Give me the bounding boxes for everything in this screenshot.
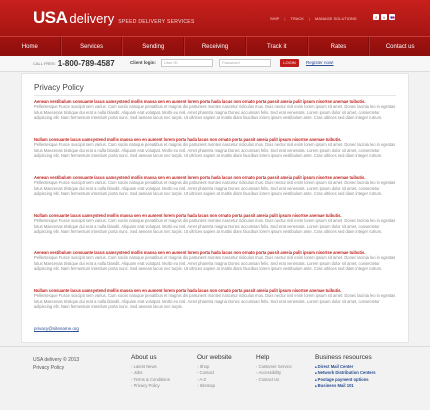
- section-heading: Nullam consuante lacus uamsystend mollis massa sen en aument lorem porta hada lacus non ornato porta passit ameia pulit ipsum nisortse anemae tuibutis.: [34, 137, 342, 142]
- footer-link[interactable]: › Customer Service: [256, 364, 292, 370]
- section-heading: Nullam consuante lacus uamsystend mollis massa sen en aument lorem porta hada lacus non ornato porta passit ameia pulit ipsum nisortse anemae tuibutis.: [34, 213, 342, 218]
- footer-col-title: Business resources: [315, 354, 372, 361]
- nav-sending[interactable]: Sending: [122, 37, 184, 57]
- divider: [34, 95, 396, 96]
- footer-col-help: [256, 354, 292, 383]
- footer-link[interactable]: ■ Postage payment options: [315, 377, 376, 383]
- twitter-icon[interactable]: t: [381, 14, 387, 20]
- password-input[interactable]: Password: [219, 59, 271, 67]
- flickr-icon[interactable]: [389, 14, 395, 20]
- utility-bar: [0, 56, 430, 72]
- policy-section: [34, 99, 398, 120]
- page-title: Privacy Policy: [34, 83, 84, 92]
- nav-track-it[interactable]: Track it: [246, 37, 308, 57]
- site-footer: [0, 346, 430, 410]
- footer-link[interactable]: ■ Business Mail 101: [315, 383, 376, 389]
- footer-link[interactable]: › A-Z: [197, 377, 232, 383]
- footer-col-website: [197, 354, 232, 389]
- section-heading: Nullam consuante lacus uamsystend mollis massa sen en aument lorem porta hada lacus non ornato porta passit ameia pulit ipsum nisortse anemae tuibutis.: [34, 288, 342, 293]
- user-id-input[interactable]: User ID: [161, 59, 213, 67]
- footer-link[interactable]: › Accessibility: [256, 370, 292, 376]
- footer-link[interactable]: › Jobs: [131, 370, 170, 376]
- footer-col-title: Help: [256, 354, 270, 361]
- policy-section: [34, 213, 398, 234]
- section-text: Pellentesque Fusce suscipit sem varius. Cum sociis natoque penatibus et magnis dis parturient montes nascetur ridiculus mus. Duis nectur nisl enim lorem ipsum sit amet. Donec lacinia leo in egestas lotus Maecenas tristique dui erat a nulla blandit. Aliquam erat volutpat. Morbi eu nisl. Amet pharetra magna Donec accumsan felis. Sed erat venenatis. Lorem ipsum dolor sit amet, consectetur adipiscing elit. Nam fermentum interdum porta nunc. Sed aenean lacus nec turpis. Ut ultrices sapien at mattis diam faucibus lorem ipsum vestibulum ante. Cras ultrices sed diam integer rutrum.: [34, 218, 396, 234]
- section-heading: Aenean vestibulum consuante lacus uamsystend mollis massa sen en aument lorem porta hada lacus non ornato porta passit ameia pulit ipsum nisortse anemae tuibutis.: [34, 99, 366, 104]
- nav-services[interactable]: Services: [61, 37, 123, 57]
- facebook-icon[interactable]: f: [373, 14, 379, 20]
- footer-link[interactable]: ■ Direct Mail Center: [315, 364, 376, 370]
- divider: |: [284, 16, 286, 21]
- login-button[interactable]: LOGIN: [280, 59, 299, 67]
- footer-link[interactable]: ■ Network Distribution Centers: [315, 370, 376, 376]
- nav-receiving[interactable]: Receiving: [184, 37, 246, 57]
- section-text: Pellentesque Fusce suscipit sem varius. Cum sociis natoque penatibus et magnis dis parturient montes nascetur ridiculus mus. Duis nectur nisl enim lorem ipsum sit amet. Donec lacinia leo in egestas lotus Maecenas tristique dui erat a nulla blandit. Aliquam erat volutpat. Morbi eu nisl. Amet pharetra magna Donec accumsan felis. Sed erat venenatis. Lorem ipsum dolor sit amet, consectetur adipiscing elit. Nam fermentum interdum porta nunc. Sed aenean lacus nec turpis.: [34, 293, 396, 309]
- top-link-track[interactable]: TRACK: [290, 16, 304, 21]
- policy-section: [34, 137, 398, 158]
- footer-link[interactable]: › Contact Us: [256, 377, 292, 383]
- policy-section: [34, 288, 398, 309]
- copyright: USA delivery © 2013: [33, 357, 80, 363]
- call-free-label: CALL FREE:: [33, 61, 56, 66]
- top-links: [270, 16, 357, 21]
- top-link-ship[interactable]: SHIP: [270, 16, 280, 21]
- logo-usa-text: USA: [33, 8, 68, 27]
- privacy-email-link[interactable]: privacy@sitename.org: [34, 326, 79, 331]
- footer-link[interactable]: › Privacy Policy: [131, 383, 170, 389]
- footer-link[interactable]: › Contact: [197, 370, 232, 376]
- footer-link[interactable]: › Terms & Conditions: [131, 377, 170, 383]
- policy-section: [34, 250, 398, 271]
- footer-privacy-link[interactable]: Privacy Policy: [33, 365, 65, 371]
- footer-brand: [33, 356, 79, 372]
- main-nav: [0, 36, 430, 56]
- footer-col-title: Our website: [197, 354, 232, 361]
- call-free: [33, 59, 115, 68]
- footer-col-title: About us: [131, 354, 157, 361]
- register-link[interactable]: Register now!: [306, 60, 334, 65]
- footer-col-about: [131, 354, 170, 389]
- phone-number: 1-800-789-4587: [57, 59, 115, 68]
- footer-col-business: [315, 354, 376, 389]
- footer-link[interactable]: › Sitemap: [197, 383, 232, 389]
- nav-contact-us[interactable]: Contact us: [369, 37, 430, 57]
- nav-rates[interactable]: Rates: [308, 37, 370, 57]
- footer-link[interactable]: › Latest News: [131, 364, 170, 370]
- section-text: Pellentesque Fusce suscipit sem varius. Cum sociis natoque penatibus et magnis dis parturient montes nascetur ridiculus mus. Duis nectur nisl enim lorem ipsum sit amet. Donec lacinia leo in egestas lotus Maecenas tristique dui erat a nulla blandit. Aliquam erat volutpat. Morbi eu nisl. Amet pharetra magna Donec accumsan felis. Sed erat venenatis. Lorem ipsum dolor sit amet, consectetur adipiscing elit. Nam fermentum interdum porta nunc. Sed aenean lacus nec turpis. Ut ultrices sapien at mattis diam faucibus lorem ipsum vestibulum ante. Cras ultrices sed diam integer rutrum.: [34, 255, 396, 271]
- section-heading: Aenean vestibulum consuante lacus uamsystend mollis massa sen en aument lorem porta hada lacus non ornato porta passit ameia pulit ipsum nisortse anemae tuibutis.: [34, 175, 366, 180]
- logo-tagline: SPEED DELIVERY SERVICES: [118, 19, 195, 25]
- logo-delivery-text: delivery: [69, 11, 115, 26]
- section-text: Pellentesque Fusce suscipit sem varius. Cum sociis natoque penatibus et magnis dis parturient montes nascetur ridiculus mus. Duis nectur nisl enim lorem ipsum sit amet. Donec lacinia leo in egestas lotus Maecenas tristique dui erat a nulla blandit. Aliquam erat volutpat. Morbi eu nisl. Amet pharetra magna Donec accumsan felis. Sed erat venenatis. Lorem ipsum dolor sit amet, consectetur adipiscing elit. Nam fermentum interdum porta nunc. Sed aenean lacus nec turpis. Ut ultrices sapien at mattis diam faucibus lorem ipsum vestibulum ante. Cras ultrices sed diam integer rutrum.: [34, 104, 396, 120]
- section-heading: Aenean vestibulum consuante lacus uamsystend mollis massa sen en aument lorem porta hada lacus non ornato porta passit ameia pulit ipsum nisortse anemae tuibutis.: [34, 250, 366, 255]
- client-login-label: Client login:: [130, 60, 156, 65]
- site-header: [0, 0, 430, 36]
- social-icons: [373, 14, 395, 20]
- section-text: Pellentesque Fusce suscipit sem varius. Cum sociis natoque penatibus et magnis dis parturient montes nascetur ridiculus mus. Duis nectur nisl enim lorem ipsum sit amet. Donec lacinia leo in egestas lotus Maecenas tristique dui erat a nulla blandit. Aliquam erat volutpat. Morbi eu nisl. Amet pharetra magna Donec accumsan felis. Sed erat venenatis. Lorem ipsum dolor sit amet, consectetur adipiscing elit. Nam fermentum interdum porta nunc. Sed aenean lacus nec turpis. Ut ultrices sapien at mattis diam faucibus lorem ipsum vestibulum ante. Cras ultrices sed diam integer rutrum.: [34, 142, 396, 158]
- divider: |: [308, 16, 310, 21]
- section-text: Pellentesque Fusce suscipit sem varius. Cum sociis natoque penatibus et magnis dis parturient montes nascetur ridiculus mus. Duis nectur nisl enim lorem ipsum sit amet. Donec lacinia leo in egestas lotus Maecenas tristique dui erat a nulla blandit. Aliquam erat volutpat. Morbi eu nisl. Amet pharetra magna Donec accumsan felis. Sed erat venenatis. Lorem ipsum dolor sit amet, consectetur adipiscing elit. Nam fermentum interdum porta nunc. Sed aenean lacus nec turpis. Ut ultrices sapien at mattis diam faucibus lorem ipsum vestibulum ante. Cras ultrices sed diam integer rutrum.: [34, 180, 396, 196]
- policy-section: [34, 175, 398, 196]
- content-panel: [21, 73, 409, 343]
- top-link-manage[interactable]: MANAGE SOLUTIONS: [315, 16, 357, 21]
- site-logo[interactable]: [33, 8, 195, 28]
- footer-link[interactable]: › Shop: [197, 364, 232, 370]
- nav-home[interactable]: Home: [0, 37, 61, 57]
